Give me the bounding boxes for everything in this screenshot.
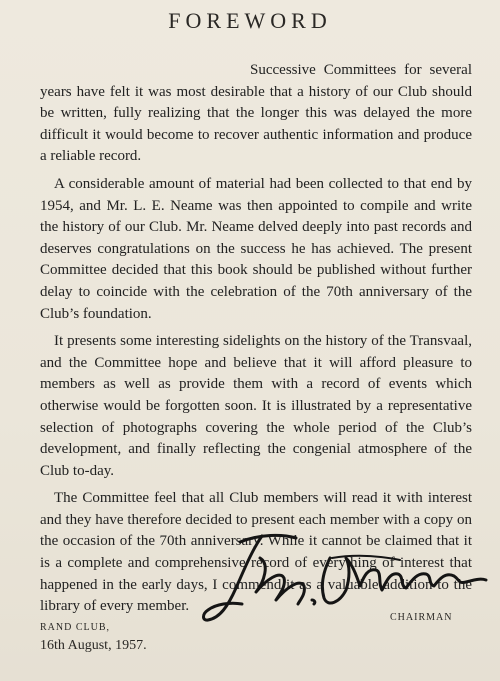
paragraph-1: Successive Committees for several years have felt it was most desirable that a history of our Club should be written, fully realizing that the longer this was delayed the more difficult it would become to recover authentic information and produce a reliable record.: [40, 62, 472, 165]
page-title: FOREWORD: [168, 8, 332, 33]
paragraph-4: The Committee feel that all Club members will read it with interest and they have therefore decided to present each member with a copy on the occasion of the 70th anniversary. While it cannot be claimed that it is a complete and comprehensive record of everything of interest that happened in the early days, I commend it as a valuable addition to the library of every member.: [40, 490, 472, 615]
paragraph-2: A considerable amount of material had been collected to that end by 1954, and Mr. L. E. Neame was then appointed to compile and write the history of our Club. Mr. Neame delved deeply into past records and deserves congratulations on the success he has achieved. The present Committee decided that this book should be published without further delay to coincide with the celebration of the 70th anniversary of the Club’s foundation.: [40, 175, 472, 322]
club-name: RAND CLUB,: [40, 622, 111, 633]
signatory-title: CHAIRMAN: [390, 612, 453, 623]
paragraph-3: It presents some interesting sidelights on the history of the Transvaal, and the Committee hope and believe that it will afford pleasure to members as well as provide them with a record of events which otherwise would be forgotten soon. It is illustrated by a representative selection of photographs covering the whole period of the Club’s development, and finally reflecting the congenial atmosphere of the Club to-day.: [40, 333, 472, 479]
document-date: 16th August, 1957.: [40, 638, 147, 653]
